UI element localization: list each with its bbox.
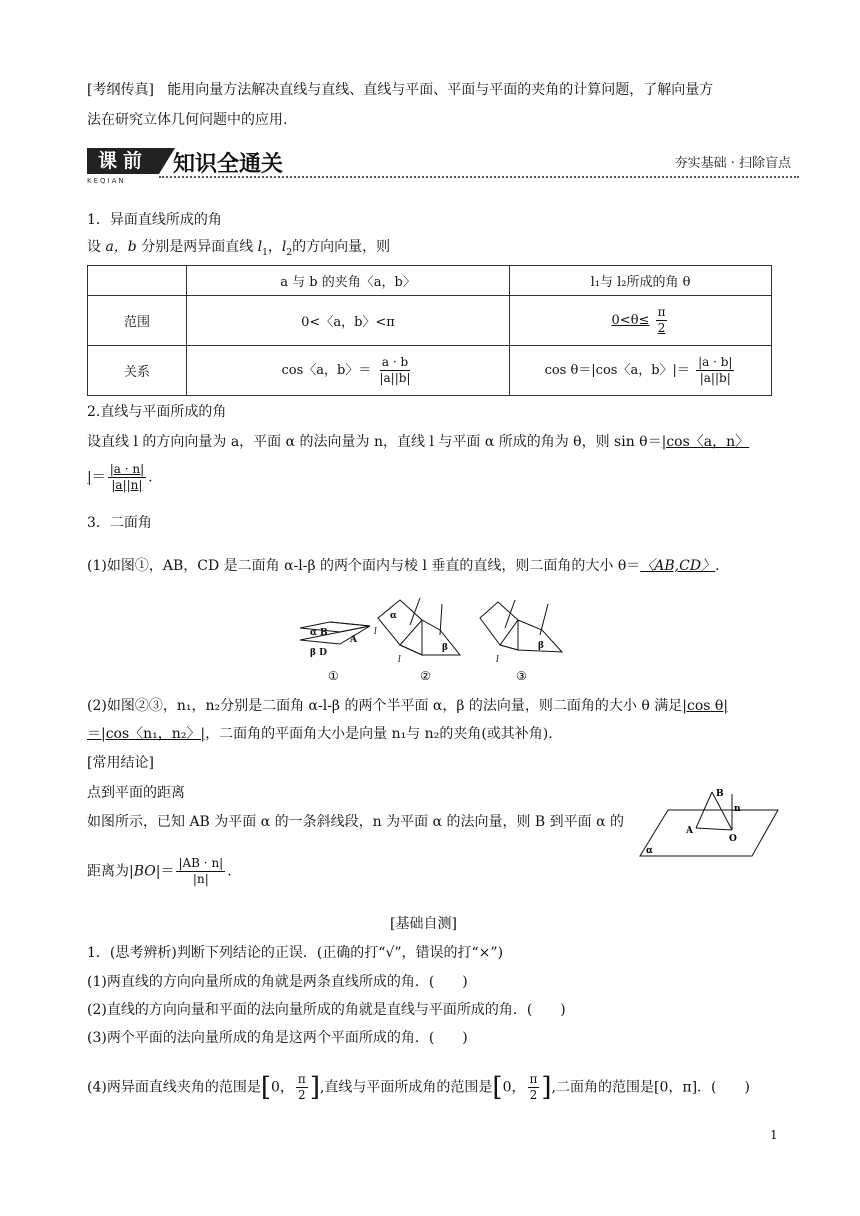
s2-line-2-den: |a||n| [111,478,143,492]
svg-text:l: l [398,655,401,665]
s3-p2-line-2 [87,724,553,744]
figure-label-1: ① [328,669,339,683]
s1-intro-c: 分别是两异面直线 [141,239,254,255]
range-line-pre: 0<θ≤ [611,313,650,328]
common-line-2-pre: 距离为 [87,863,129,880]
selftest-item-2: (2)直线的方向向量和平面的法向量所成的角就是直线与平面所成的角．( ) [87,1002,566,1018]
table-row-label-relation: 关系 [88,346,187,396]
s1-heading: 1．异面直线所成的角 [87,212,222,228]
common-title: 点到平面的距离 [87,785,185,801]
i4-a: (4)两异面直线夹角的范围是 [87,1079,261,1096]
s2-line-1-u: |cos〈a，n〉 [661,434,750,450]
angle-table [87,265,772,396]
selftest-item-4: (4)两异面直线夹角的范围是[0， $\frac{\pi}{2}$ ],直线与平面所成角的范围是[0， $\frac{\pi}{2}$ ],二面角的范围是[0，π]．( ) [87,1072,750,1103]
syllabus-label: [考纲传真] [87,82,154,98]
pt-A: A [686,826,693,836]
svg-text:β D: β D [310,648,327,658]
selftest-item-1: (1)两直线的方向向量所成的角就是两条直线所成的角．( ) [87,974,468,990]
syllabus-line-1 [87,80,713,100]
table-row-label-range: 范围 [88,296,187,346]
s1-intro-a: 设 [87,239,101,255]
syllabus-text-2: 法在研究立体几何问题中的应用. [87,112,288,128]
common-line-2 [87,856,232,887]
s1-intro-g: l [281,239,287,255]
table-relation-vec [187,346,510,396]
s2-line-2-eq: ＝ [91,469,106,486]
s1-intro-h: 2 [286,247,293,258]
common-line-2-den: |n| [192,872,209,886]
range-line-den: 2 [657,321,666,335]
s1-intro [87,237,390,263]
s3-p1-u: 〈AB,CD〉 [640,558,716,574]
common-line-2-bo: |BO| [129,863,161,880]
banner-tag: 课前 [87,148,159,174]
i4-e: ,二面角的范围是[0，π]．( ) [551,1079,750,1096]
relation-line-pre: cos θ＝|cos〈a，b〉|＝ [544,363,690,378]
table-header-2: l₁与 l₂所成的角 θ [510,266,772,296]
pt-O: O [729,834,737,844]
i4-d: 0， [502,1079,526,1096]
s3-p2-u-1: |cos θ| [682,698,729,714]
svg-text:α B: α B [310,628,328,638]
pt-n: n [734,804,741,814]
s3-p2-line-1 [87,696,728,716]
common-line-2-eq: ＝ [160,863,175,880]
table-range-vec: 0<〈a，b〉<π [187,296,510,346]
s2-line-1-text: 设直线 l 的方向向量为 a，平面 α 的法向量为 n，直线 l 与平面 α 所成的角为 θ，则 sin θ＝ [87,434,662,450]
dihedral-figures [290,590,590,685]
page-number: 1 [770,1128,778,1142]
s1-intro-b: a，b [105,239,137,255]
relation-line-den: |a||b| [699,371,731,385]
i4-c: ,直线与平面所成角的范围是 [319,1079,493,1096]
s3-p1 [87,556,720,576]
s2-line-2-pre: | [87,469,92,486]
svg-text:l: l [374,627,377,637]
figure-label-2: ② [420,669,431,683]
i4-den-2: 2 [529,1088,538,1102]
table-corner [88,266,187,296]
i4-num-2: π [529,1072,538,1086]
common-line-2-num: |AB · n| [178,856,224,870]
svg-text:α: α [390,611,397,621]
s3-p2-u-2: ＝|cos〈n₁，n₂〉| [87,726,206,742]
s3-p2-text-1: (2)如图②③，n₁，n₂分别是二面角 α-l-β 的两个半平面 α，β 的法向量，则二面角的大小 θ 满足 [87,698,683,714]
s2-heading: 2.直线与平面所成的角 [87,404,227,420]
banner-subtitle: 夯实基础 · 扫除盲点 [674,156,791,171]
relation-vec-den: |a||b| [379,371,411,385]
table-range-line [510,296,772,346]
s2-line-2 [87,462,153,493]
common-line-2-end: . [227,863,232,880]
banner-tag-pinyin: KEQIAN [87,177,126,185]
s2-line-2-end: . [148,469,153,486]
point-plane-figure [636,778,786,860]
svg-text:A: A [350,635,357,645]
range-line-num: π [657,305,666,319]
selftest-q1: 1．(思考辨析)判断下列结论的正误．(正确的打“√”，错误的打“×”) [87,945,504,961]
banner-title: 知识全通关 [173,152,284,177]
pt-B: B [716,789,724,799]
i4-b: 0， [271,1079,294,1096]
table-relation-line [510,346,772,396]
relation-vec-pre: cos〈a，b〉＝ [281,363,372,378]
section-banner [87,148,799,188]
s2-line-2-num: |a · n| [109,462,145,476]
svg-text:β: β [538,641,544,651]
pt-alpha: α [646,846,653,856]
i4-num: π [297,1072,306,1086]
svg-text:l: l [496,655,499,665]
selftest-heading: [基础自测] [390,916,457,932]
banner-rule [159,176,799,178]
s2-line-1 [87,432,749,452]
s1-intro-d: l [257,239,263,255]
relation-vec-num: a · b [381,355,409,369]
s1-intro-e: 1 [262,247,268,258]
s1-intro-f: ， [267,239,282,255]
common-line-1: 如图所示，已知 AB 为平面 α 的一条斜线段，n 为平面 α 的法向量，则 B 到平面 α 的 [87,814,625,830]
i4-den: 2 [298,1088,306,1102]
s1-intro-i: 的方向向量，则 [292,239,391,255]
table-header-1: a 与 b 的夹角〈a，b〉 [187,266,510,296]
figure-label-3: ③ [516,669,527,683]
selftest-item-3: (3)两个平面的法向量所成的角是这两个平面所成的角．( ) [87,1030,468,1046]
s3-p1-end: . [715,558,720,574]
relation-line-num: |a · b| [698,355,733,369]
svg-text:β: β [442,643,448,653]
common-label: [常用结论] [87,755,154,771]
syllabus-text-1: 能用向量方法解决直线与直线、直线与平面、平面与平面的夹角的计算问题，了解向量方 [167,82,714,98]
s3-p2-text-2: ，二面角的平面角大小是向量 n₁与 n₂的夹角(或其补角). [205,726,553,742]
s3-p1-text: (1)如图①，AB，CD 是二面角 α-l-β 的两个面内与棱 l 垂直的直线，则二面角的大小 θ＝ [87,558,641,574]
s3-heading: 3．二面角 [87,515,152,531]
